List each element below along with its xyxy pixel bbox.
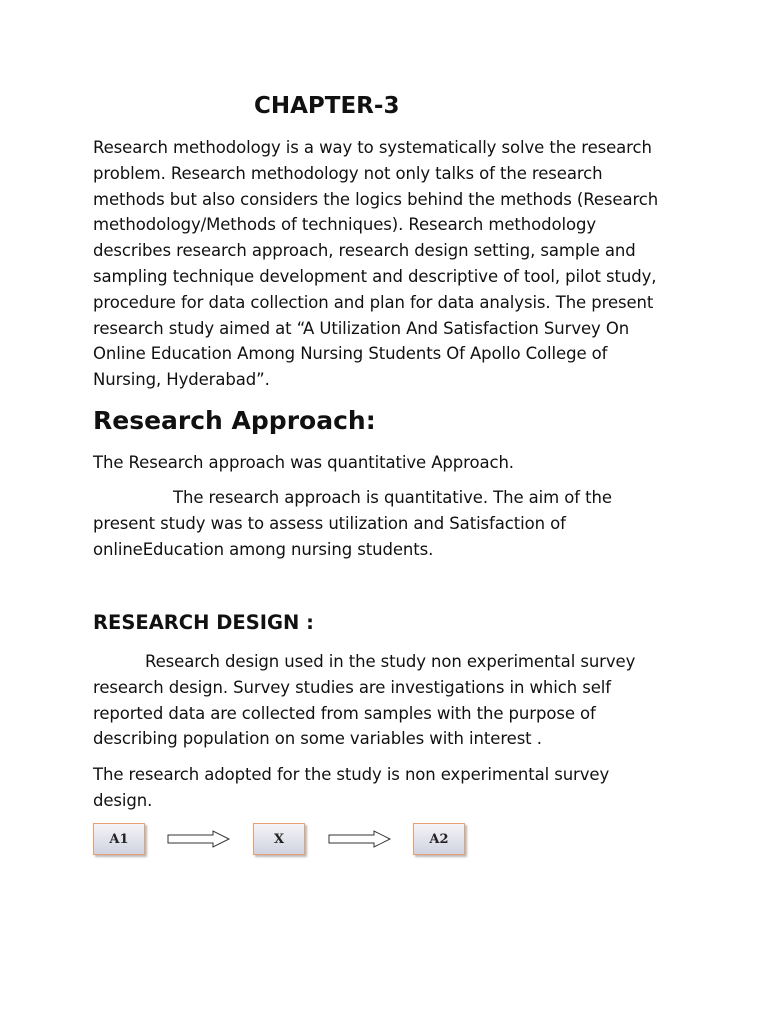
design-paragraph [93,649,693,752]
design-para-line: describing population on some variables with interest . [93,729,542,749]
intro-line: methodology/Methods of techniques). Research methodology [93,215,597,235]
right-arrow-icon [167,830,231,848]
intro-line: problem. Research methodology not only talks of the research [93,163,603,183]
research-approach-heading: Research Approach: [93,406,376,435]
intro-line: research study aimed at “A Utilization And Satisfaction Survey On [93,318,630,338]
diagram-box-a1: A1 [93,823,145,855]
intro-line: Nursing, Hyderabad”. [93,370,270,390]
intro-line: describes research approach, research design setting, sample and [93,241,636,261]
intro-line: methods but also considers the logics behind the methods (Research [93,189,659,209]
intro-line: procedure for data collection and plan for data analysis. The present [93,292,654,312]
design-para-line: reported data are collected from samples with the purpose of [93,703,596,723]
approach-statement [93,450,693,476]
research-design-heading: RESEARCH DESIGN : [93,611,314,634]
intro-line: sampling technique development and descriptive of tool, pilot study, [93,266,657,286]
diagram-box-a2: A2 [413,823,465,855]
intro-line: Online Education Among Nursing Students Of Apollo College of [93,344,608,364]
approach-para-line: The research approach is quantitative. The aim of the [173,488,612,507]
design-adopted-line: The research adopted for the study is non experimental survey [93,765,610,784]
approach-para-line: onlineEducation among nursing students. [93,539,434,559]
design-adopted-line: design. [93,790,153,810]
design-adopted-paragraph [93,762,693,814]
approach-paragraph [93,485,693,562]
approach-line: The Research approach was quantitative Approach. [93,453,514,472]
chapter-title: CHAPTER-3 [254,93,400,119]
approach-para-line: present study was to assess utilization and Satisfaction of [93,513,566,533]
intro-paragraph [93,135,693,393]
intro-line: Research methodology is a way to systematically solve the research [93,138,652,157]
diagram-box-x: X [253,823,305,855]
design-para-line: research design. Survey studies are investigations in which self [93,677,611,697]
design-para-line: Research design used in the study non experimental survey [145,652,636,671]
right-arrow-icon [328,830,392,848]
